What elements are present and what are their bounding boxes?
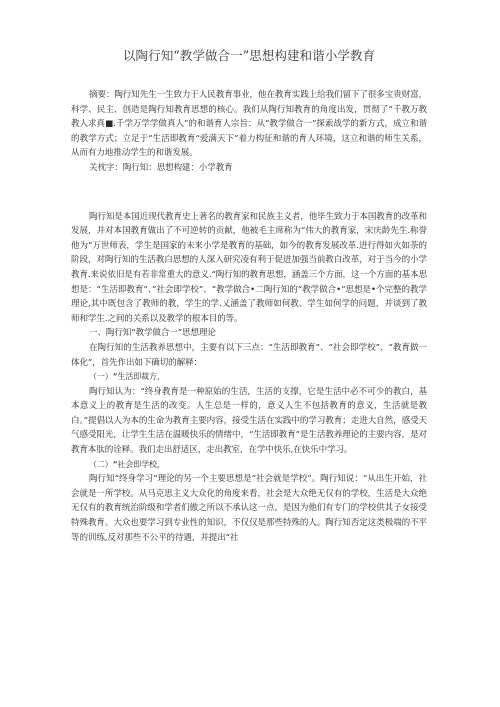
abstract-paragraph: 摘要：陶行知先生一生致力于人民教育事业，他在教育实践上给我们留下了很多宝贵财富，科学、民主、创造是陶行知教育思想的核心。我们从陶行知教育的角度出发，贯彻了“千教万教教人求真■.千学万学学做真人”的和谐育人宗旨：从“教学做合一”探索战学的新方式，成立和谐的教学方式；立足于“生活即教育“爱满天下”着力构征和谐的育人环境，这立和谐的师生关系，从而有力地推动学生的和谐发展。 [71,90,427,159]
section-paragraph: 在陶行知的生活教养思想中，主要有以下三点：“生活即教育”、“社会即学校”、“教育做一体化”，首先作出如下确切的解释： [71,342,427,368]
document-title: 以陶行知“教学做合一”思想构建和谐小学教育 [122,48,376,63]
intro-paragraph: 陶行知是本国近现代教育史上著名的教育家和民族主义者，他毕生致力于本国教育的改革和发展，并对本国教育做出了不可逆转的贡献，他被毛主席称为“伟大的教育家，宋庆龄先生.称誉他为“万世师表，学生是国家的未来小学是教育的基础，如今的教育发展改革.进行得如火如荼的阶段，对陶行知的生活教白思想的人深入研究凌有利于促进加强当前教白改革，对于当今的小学教育.来说依旧是有若非常重大的意义.“陶行知的教育思想，涵盖三个方面，这一个方面的基本思想是：“生活即教育”、”社会即学校”、“教学做合•二陶行知的“教学做合•”思想是•个完整的教学理论,其中既包含了教师的教，学生的学.乂涵盖了教师如何教、学生如何学的问题，并谈到了教师和学生.之间的关系以及教学的根本目的等。 [71,211,427,324]
subsection-heading-text: （一）“生活即裁方， [89,372,165,382]
subsection-paragraph: 陶行知认为：“终身教育是一种原始的生活，生活的支撑，它是生活中必不可少的教白，基本意义上的教育是生活的改变。人生总是一样的，意义人生不包括教育的意义，生活就是教白。”提倡以人为本的生命为教育主要内容，接受生活在实践中的学习教育；走进大自然，感受天气感受阳光，让学生生活在温暖快乐的情绪中，“生活即教育”是生活教养理论的主要内容，是对教育本肽的诠释。我们走出舒适区，走出教室，在学中快乐,在快乐中学习。 [71,386,427,456]
subsection-heading [71,458,427,473]
section-heading: 一、陶行知“教学做合一”思想理论 [89,328,216,339]
keywords-line: 关枕字：陶行知：思想构建：小学教育 [89,162,233,173]
subsection-paragraph: 陶行知“终身学习”理论的另一个主要思想是“社会就是学校”。陶行知说：“从出生开始，社会就是一所学校。从马克思主义大众化的角度来看，社会是大众绝无仅有的学校，生活是大众绝无仅有的教育统治阶级和学者们傲之所以不承认这一点，是因为他们有专门的学校供其子女接受特殊教育。大众也要学习到专业性的知识，不仅仅是那些特殊的人。陶行知否定这类极端的不平等的训练,反对那些不公平的待遇，并提出“社 [71,474,427,543]
subsection-heading-text: （二）“社会即学校， [89,459,165,469]
subsection-heading [71,370,427,385]
